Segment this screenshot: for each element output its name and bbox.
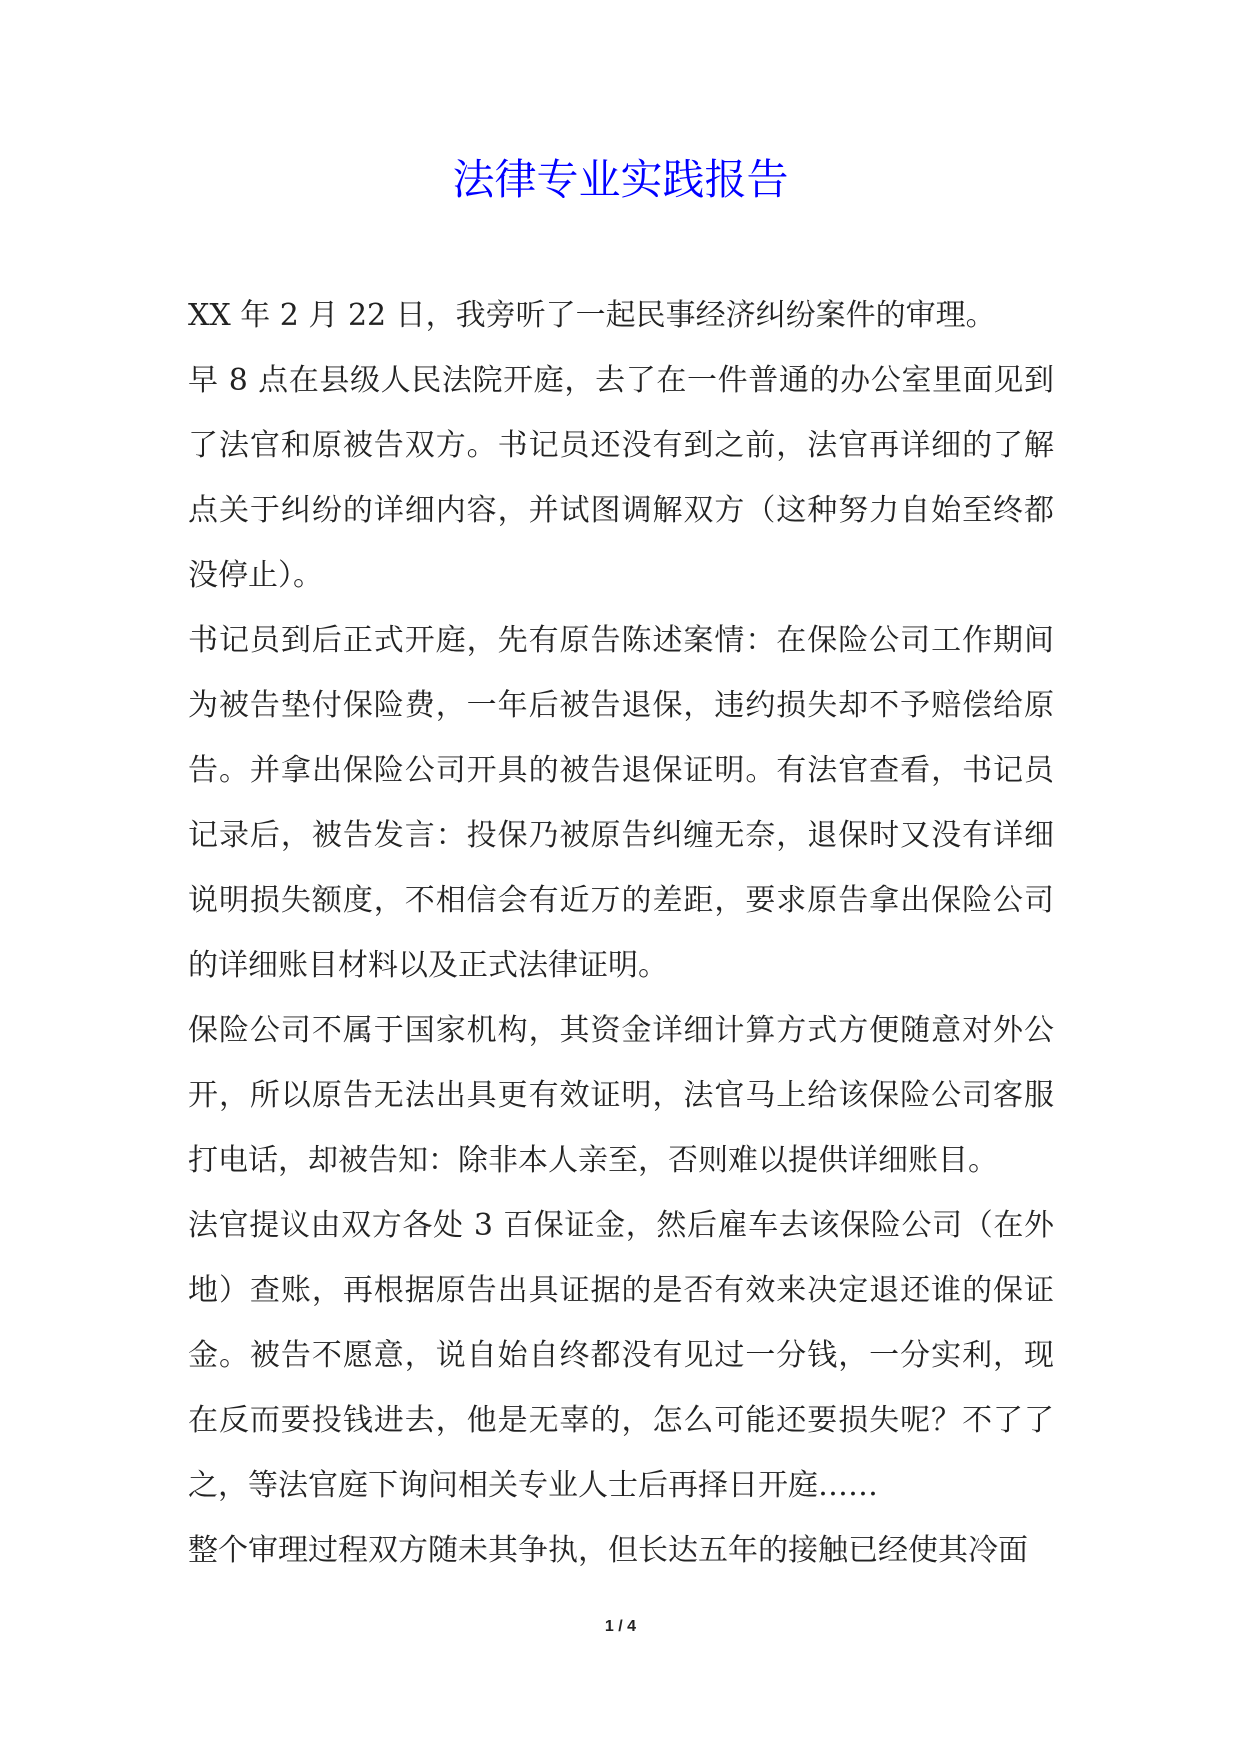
page-number: 1 / 4 <box>604 1618 637 1635</box>
document-body <box>188 283 1054 1583</box>
paragraph-5: 法官提议由双方各处 3 百保证金，然后雇车去该保险公司（在外地）查账，再根据原告出具证据的是否有效来决定退还谁的保证金。被告不愿意，说自始自终都没有见过一分钱，一分实利，现在反而要投钱进去，他是无辜的，怎么可能还要损失呢？不了了之，等法官庭下询问相关专业人士后再择日开庭…… <box>188 1208 1054 1503</box>
paragraph-2: 早 8 点在县级人民法院开庭，去了在一件普通的办公室里面见到了法官和原被告双方。书记员还没有到之前，法官再详细的了解点关于纠纷的详细内容，并试图调解双方（这种努力自始至终都没停止）。 <box>188 363 1054 593</box>
paragraph-4: 保险公司不属于国家机构，其资金详细计算方式方便随意对外公开，所以原告无法出具更有效证明，法官马上给该保险公司客服打电话，却被告知：除非本人亲至，否则难以提供详细账目。 <box>188 1013 1054 1178</box>
paragraph-3: 书记员到后正式开庭，先有原告陈述案情：在保险公司工作期间为被告垫付保险费，一年后被告退保，违约损失却不予赔偿给原告。并拿出保险公司开具的被告退保证明。有法官查看，书记员记录后，被告发言：投保乃被原告纠缠无奈，退保时又没有详细说明损失额度，不相信会有近万的差距，要求原告拿出保险公司的详细账目材料以及正式法律证明。 <box>188 623 1054 983</box>
document-title: 法律专业实践报告 <box>452 155 789 204</box>
paragraph-1: XX 年 2 月 22 日，我旁听了一起民事经济纠纷案件的审理。 <box>188 298 996 333</box>
paragraph-6: 整个审理过程双方随未其争执，但长达五年的接触已经使其冷面 <box>188 1533 1028 1568</box>
